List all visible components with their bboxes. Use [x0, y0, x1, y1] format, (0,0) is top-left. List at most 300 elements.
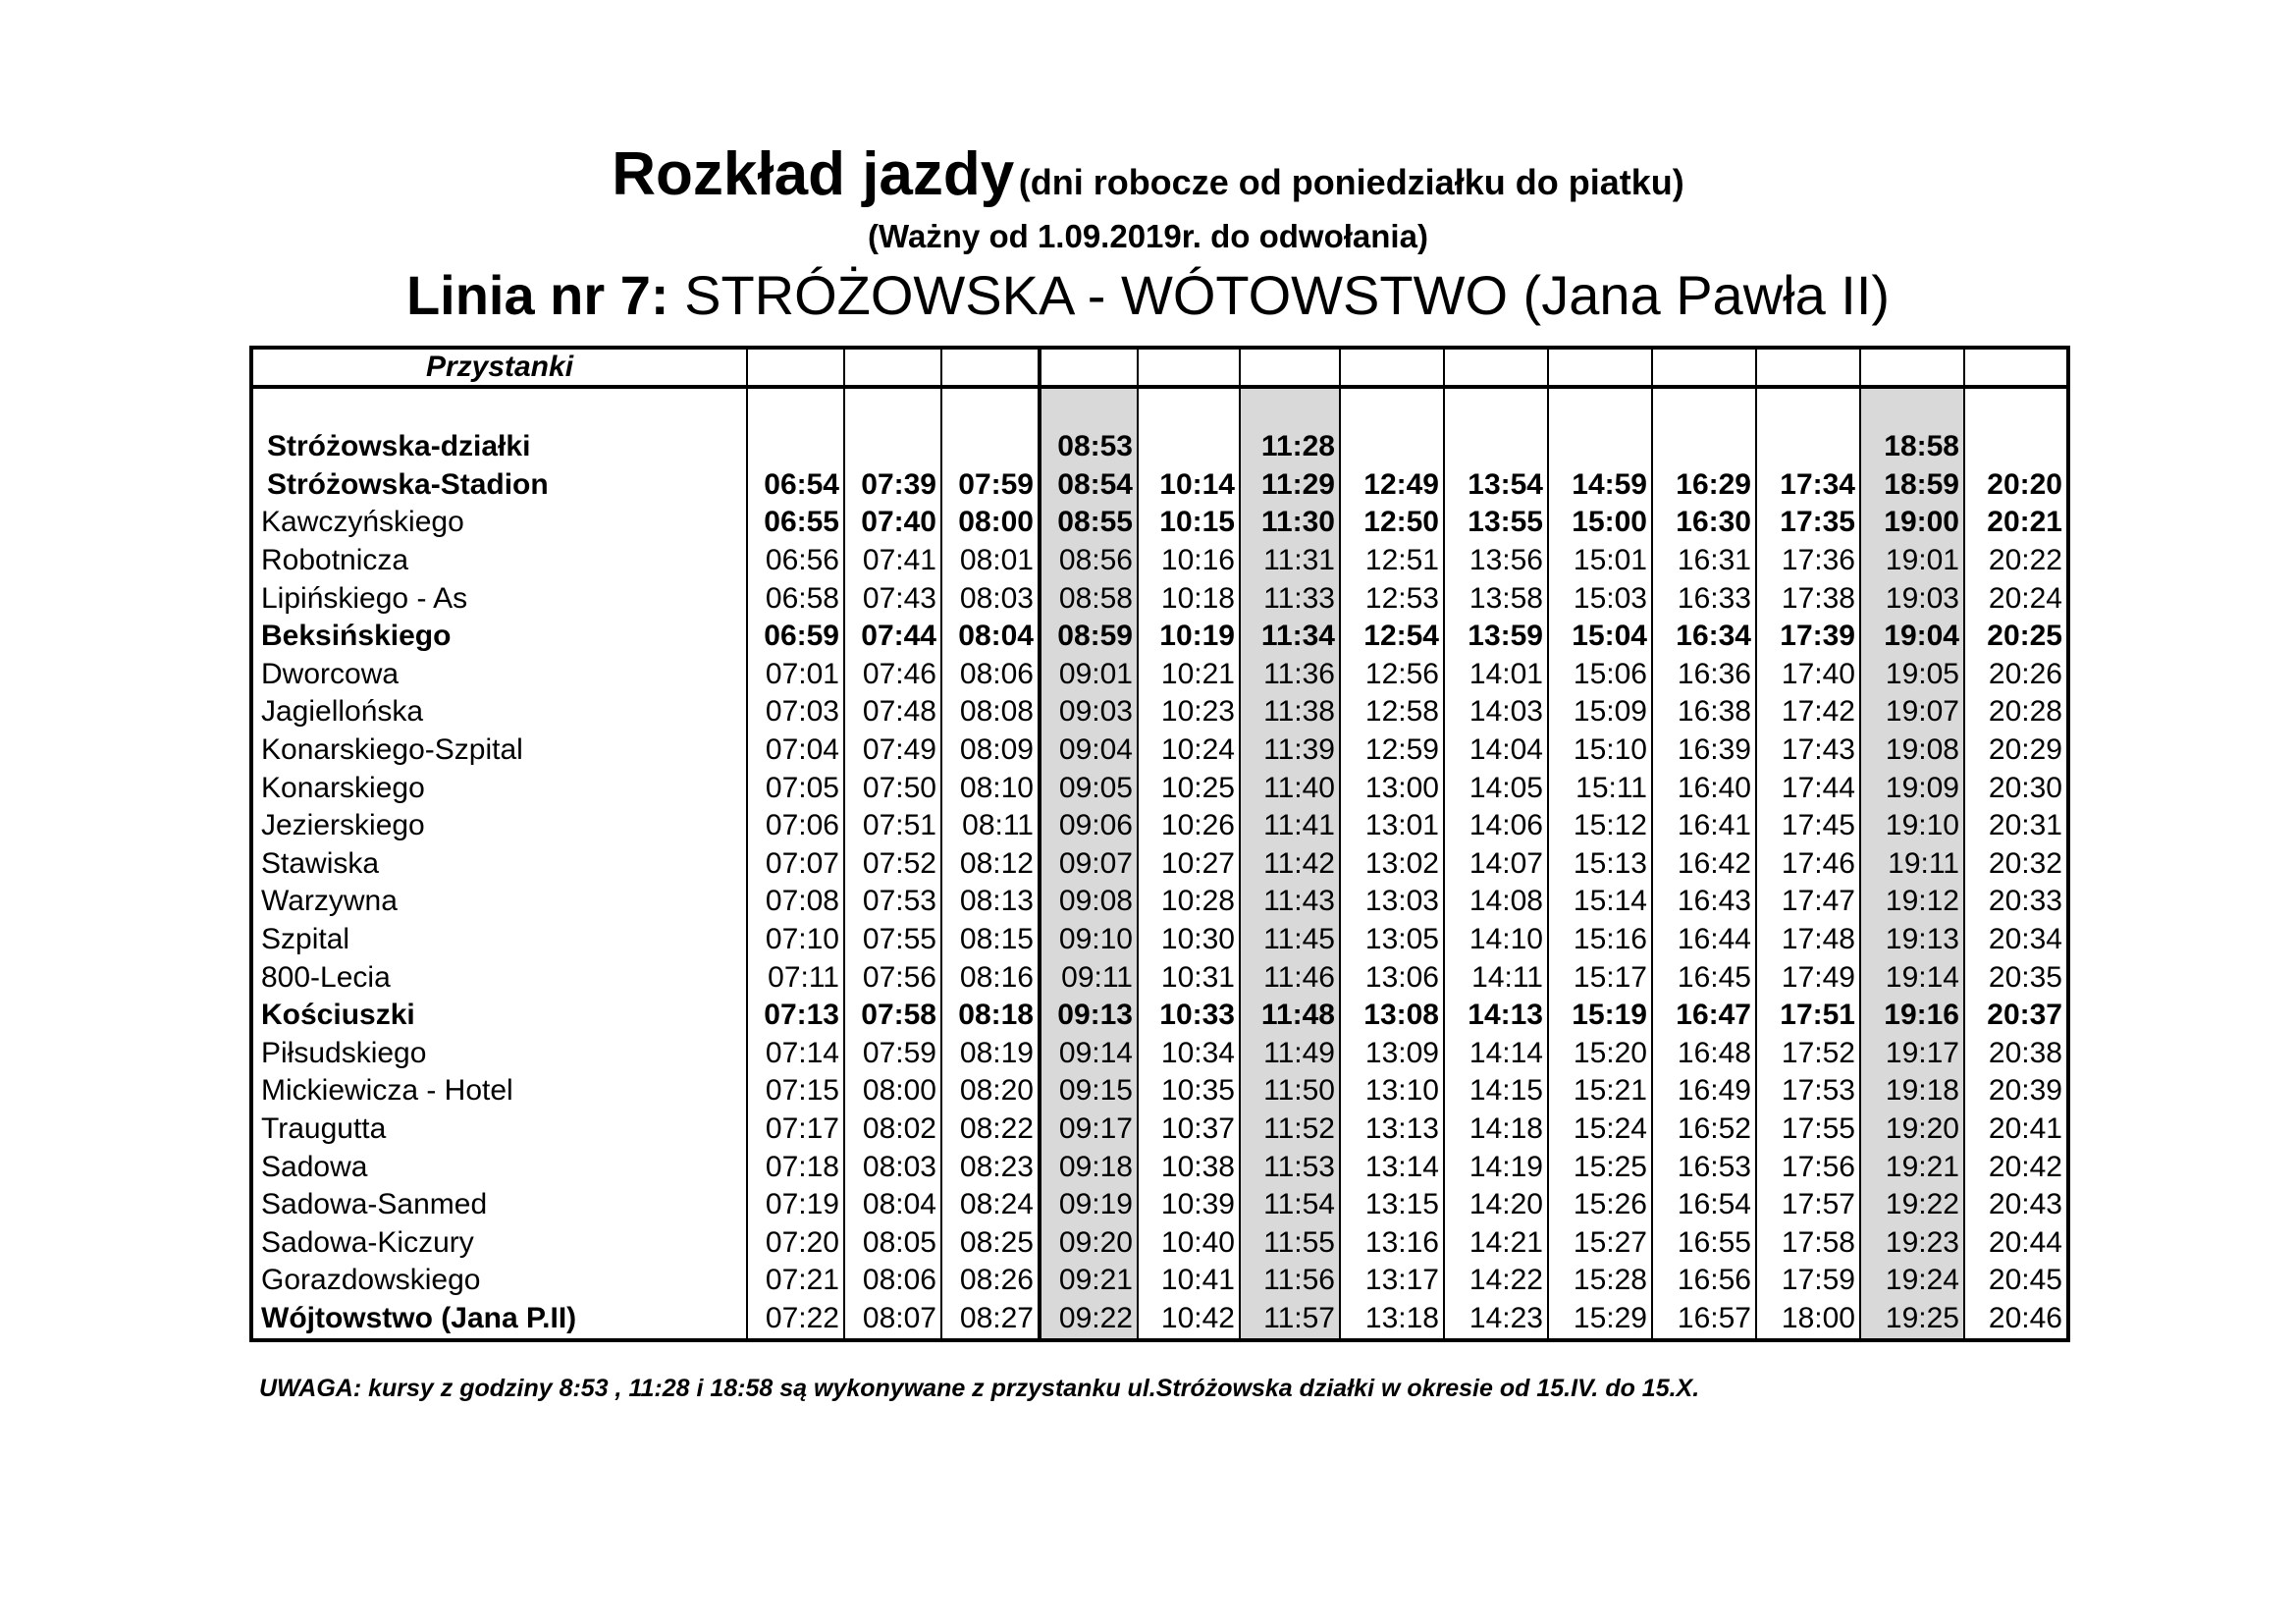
departure-time: 10:41 — [1138, 1262, 1240, 1300]
departure-time: 13:56 — [1444, 542, 1548, 580]
departure-time: 07:10 — [747, 921, 844, 959]
departure-time: 19:17 — [1860, 1035, 1964, 1073]
departure-time: 07:08 — [747, 883, 844, 921]
departure-time: 13:14 — [1340, 1148, 1444, 1186]
departure-time: 16:36 — [1652, 656, 1756, 694]
stop-name: Mickiewicza - Hotel — [261, 1074, 513, 1108]
spacer-row — [251, 387, 2068, 428]
departure-time: 15:13 — [1548, 845, 1652, 884]
table-row — [251, 693, 2068, 731]
departure-time: 20:42 — [1964, 1148, 2068, 1186]
departure-time: 17:36 — [1756, 542, 1860, 580]
departure-time: 13:13 — [1340, 1110, 1444, 1149]
departure-time: 07:46 — [844, 656, 941, 694]
departure-time: 19:11 — [1860, 845, 1964, 884]
header-cell — [1444, 348, 1548, 387]
header-row — [251, 348, 2068, 387]
stop-name: Stróżowska-działki — [267, 430, 531, 463]
departure-time: 17:52 — [1756, 1035, 1860, 1073]
stop-name: Sadowa — [261, 1150, 368, 1183]
departure-time: 19:03 — [1860, 579, 1964, 618]
departure-time: 12:53 — [1340, 579, 1444, 618]
departure-time: 13:54 — [1444, 466, 1548, 505]
stop-name: Dworcowa — [261, 657, 400, 690]
stop-name: Kościuszki — [261, 999, 415, 1032]
departure-time: 08:01 — [941, 542, 1040, 580]
departure-time: 11:49 — [1240, 1035, 1340, 1073]
departure-time: 07:06 — [747, 807, 844, 845]
departure-time — [1444, 428, 1548, 466]
departure-time: 10:26 — [1138, 807, 1240, 845]
departure-time: 16:39 — [1652, 731, 1756, 770]
departure-time: 08:59 — [1040, 618, 1138, 656]
departure-time: 15:16 — [1548, 921, 1652, 959]
departure-time: 16:55 — [1652, 1223, 1756, 1262]
departure-time: 10:31 — [1138, 958, 1240, 997]
departure-time: 07:48 — [844, 693, 941, 731]
departure-time: 09:13 — [1040, 997, 1138, 1035]
departure-time: 08:06 — [844, 1262, 941, 1300]
stop-name: Konarskiego-Szpital — [261, 733, 523, 767]
stop-name: Konarskiego — [261, 771, 425, 804]
spacer-cell — [1444, 387, 1548, 428]
departure-time: 20:38 — [1964, 1035, 2068, 1073]
table-row — [251, 466, 2068, 505]
departure-time: 17:56 — [1756, 1148, 1860, 1186]
departure-time: 16:31 — [1652, 542, 1756, 580]
table-row — [251, 1223, 2068, 1262]
departure-time: 16:49 — [1652, 1072, 1756, 1110]
departure-time: 08:12 — [941, 845, 1040, 884]
departure-time: 09:15 — [1040, 1072, 1138, 1110]
table-row — [251, 1110, 2068, 1149]
table-row — [251, 428, 2068, 466]
departure-time: 11:52 — [1240, 1110, 1340, 1149]
spacer-cell — [251, 387, 747, 428]
departure-time: 18:00 — [1756, 1300, 1860, 1340]
departure-time: 20:32 — [1964, 845, 2068, 884]
departure-time: 19:22 — [1860, 1186, 1964, 1224]
departure-time: 08:18 — [941, 997, 1040, 1035]
departure-time: 11:42 — [1240, 845, 1340, 884]
departure-time: 19:16 — [1860, 997, 1964, 1035]
departure-time: 06:58 — [747, 579, 844, 618]
departure-time: 17:59 — [1756, 1262, 1860, 1300]
departure-time: 20:44 — [1964, 1223, 2068, 1262]
departure-time — [1652, 428, 1756, 466]
departure-time: 06:55 — [747, 504, 844, 542]
departure-time: 15:25 — [1548, 1148, 1652, 1186]
departure-time: 14:01 — [1444, 656, 1548, 694]
departure-time: 08:56 — [1040, 542, 1138, 580]
table-row — [251, 921, 2068, 959]
stop-name: Sadowa-Sanmed — [261, 1188, 488, 1221]
departure-time: 20:41 — [1964, 1110, 2068, 1149]
departure-time: 08:23 — [941, 1148, 1040, 1186]
header-cell — [1860, 348, 1964, 387]
departure-time: 16:56 — [1652, 1262, 1756, 1300]
table-row — [251, 542, 2068, 580]
departure-time: 11:29 — [1240, 466, 1340, 505]
departure-time: 13:17 — [1340, 1262, 1444, 1300]
spacer-cell — [844, 387, 941, 428]
departure-time: 07:39 — [844, 466, 941, 505]
departure-time: 16:43 — [1652, 883, 1756, 921]
departure-time: 17:55 — [1756, 1110, 1860, 1149]
page-subtitle: (dni robocze od poniedziałku do piatku) — [1018, 162, 1684, 202]
table-row — [251, 807, 2068, 845]
departure-time: 15:26 — [1548, 1186, 1652, 1224]
departure-time: 16:48 — [1652, 1035, 1756, 1073]
departure-time: 11:33 — [1240, 579, 1340, 618]
stop-name: Stawiska — [261, 846, 380, 880]
departure-time: 19:23 — [1860, 1223, 1964, 1262]
spacer-cell — [1138, 387, 1240, 428]
departure-time: 10:40 — [1138, 1223, 1240, 1262]
departure-time: 15:20 — [1548, 1035, 1652, 1073]
spacer-cell — [1548, 387, 1652, 428]
departure-time: 13:02 — [1340, 845, 1444, 884]
departure-time: 15:06 — [1548, 656, 1652, 694]
departure-time: 07:55 — [844, 921, 941, 959]
departure-time: 17:43 — [1756, 731, 1860, 770]
departure-time: 10:15 — [1138, 504, 1240, 542]
departure-time: 10:25 — [1138, 769, 1240, 807]
departure-time: 17:39 — [1756, 618, 1860, 656]
departure-time: 11:36 — [1240, 656, 1340, 694]
stop-name: Traugutta — [261, 1111, 387, 1145]
table-row — [251, 997, 2068, 1035]
stop-name: Szpital — [261, 923, 350, 956]
departure-time: 19:01 — [1860, 542, 1964, 580]
departure-time: 09:04 — [1040, 731, 1138, 770]
departure-time: 09:10 — [1040, 921, 1138, 959]
table-row — [251, 1186, 2068, 1224]
departure-time: 13:05 — [1340, 921, 1444, 959]
stop-name: Warzywna — [261, 885, 398, 918]
departure-time: 08:58 — [1040, 579, 1138, 618]
departure-time: 14:03 — [1444, 693, 1548, 731]
departure-time: 09:05 — [1040, 769, 1138, 807]
departure-time: 07:18 — [747, 1148, 844, 1186]
departure-time: 17:46 — [1756, 845, 1860, 884]
departure-time: 09:07 — [1040, 845, 1138, 884]
departure-time: 07:17 — [747, 1110, 844, 1149]
spacer-cell — [1240, 387, 1340, 428]
departure-time: 08:00 — [941, 504, 1040, 542]
departure-time: 20:26 — [1964, 656, 2068, 694]
departure-time: 08:09 — [941, 731, 1040, 770]
departure-time: 13:15 — [1340, 1186, 1444, 1224]
departure-time: 07:22 — [747, 1300, 844, 1340]
departure-time: 10:27 — [1138, 845, 1240, 884]
departure-time: 07:43 — [844, 579, 941, 618]
departure-time: 07:53 — [844, 883, 941, 921]
departure-time: 19:05 — [1860, 656, 1964, 694]
departure-time: 08:54 — [1040, 466, 1138, 505]
departure-time: 20:25 — [1964, 618, 2068, 656]
stop-name: Robotnicza — [261, 544, 409, 577]
departure-time: 14:23 — [1444, 1300, 1548, 1340]
departure-time: 09:22 — [1040, 1300, 1138, 1340]
departure-time: 08:27 — [941, 1300, 1040, 1340]
departure-time: 10:19 — [1138, 618, 1240, 656]
validity-text: (Ważny od 1.09.2019r. do odwołania) — [868, 218, 1428, 254]
departure-time: 09:01 — [1040, 656, 1138, 694]
departure-time: 15:00 — [1548, 504, 1652, 542]
departure-time: 11:30 — [1240, 504, 1340, 542]
header-cell — [1548, 348, 1652, 387]
departure-time: 19:18 — [1860, 1072, 1964, 1110]
departure-time: 14:10 — [1444, 921, 1548, 959]
departure-time: 11:43 — [1240, 883, 1340, 921]
departure-time: 17:40 — [1756, 656, 1860, 694]
departure-time: 11:55 — [1240, 1223, 1340, 1262]
departure-time: 18:58 — [1860, 428, 1964, 466]
departure-time: 06:59 — [747, 618, 844, 656]
departure-time: 07:11 — [747, 958, 844, 997]
departure-time: 07:40 — [844, 504, 941, 542]
header-cell — [1240, 348, 1340, 387]
departure-time: 17:48 — [1756, 921, 1860, 959]
departure-time: 20:46 — [1964, 1300, 2068, 1340]
departure-time: 13:58 — [1444, 579, 1548, 618]
departure-time: 16:40 — [1652, 769, 1756, 807]
departure-time: 17:34 — [1756, 466, 1860, 505]
departure-time: 17:47 — [1756, 883, 1860, 921]
spacer-cell — [1756, 387, 1860, 428]
departure-time — [1964, 428, 2068, 466]
departure-time: 14:19 — [1444, 1148, 1548, 1186]
departure-time: 17:44 — [1756, 769, 1860, 807]
header-cell — [844, 348, 941, 387]
route-name: STRÓŻOWSKA - WÓTOWSTWO (Jana Pawła II) — [684, 264, 1891, 326]
departure-time: 20:24 — [1964, 579, 2068, 618]
departure-time: 08:24 — [941, 1186, 1040, 1224]
departure-time: 15:14 — [1548, 883, 1652, 921]
departure-time: 18:59 — [1860, 466, 1964, 505]
departure-time: 07:50 — [844, 769, 941, 807]
departure-time: 10:24 — [1138, 731, 1240, 770]
departure-time: 19:00 — [1860, 504, 1964, 542]
departure-time: 08:04 — [941, 618, 1040, 656]
departure-time — [844, 428, 941, 466]
departure-time: 19:10 — [1860, 807, 1964, 845]
table-row — [251, 656, 2068, 694]
departure-time: 19:25 — [1860, 1300, 1964, 1340]
departure-time: 10:23 — [1138, 693, 1240, 731]
departure-time: 20:43 — [1964, 1186, 2068, 1224]
departure-time — [1340, 428, 1444, 466]
departure-time: 15:01 — [1548, 542, 1652, 580]
departure-time: 08:03 — [844, 1148, 941, 1186]
departure-time: 09:20 — [1040, 1223, 1138, 1262]
departure-time: 14:18 — [1444, 1110, 1548, 1149]
departure-time: 11:50 — [1240, 1072, 1340, 1110]
spacer-cell — [1860, 387, 1964, 428]
departure-time: 09:11 — [1040, 958, 1138, 997]
departure-time: 11:48 — [1240, 997, 1340, 1035]
departure-time: 07:13 — [747, 997, 844, 1035]
departure-time: 10:28 — [1138, 883, 1240, 921]
stop-name: Lipińskiego - As — [261, 581, 468, 615]
departure-time: 19:08 — [1860, 731, 1964, 770]
spacer-cell — [1652, 387, 1756, 428]
departure-time: 15:11 — [1548, 769, 1652, 807]
departure-time: 07:59 — [844, 1035, 941, 1073]
departure-time: 10:14 — [1138, 466, 1240, 505]
departure-time: 14:14 — [1444, 1035, 1548, 1073]
departure-time: 20:21 — [1964, 504, 2068, 542]
footnote: UWAGA: kursy z godziny 8:53 , 11:28 i 18:58 są wykonywane z przystanku ul.Stróżowska działki w okresie od 15.IV. do 15.X. — [259, 1375, 1700, 1402]
departure-time: 20:31 — [1964, 807, 2068, 845]
departure-time: 10:37 — [1138, 1110, 1240, 1149]
departure-time: 20:22 — [1964, 542, 2068, 580]
departure-time: 10:30 — [1138, 921, 1240, 959]
departure-time: 07:07 — [747, 845, 844, 884]
line-number: Linia nr 7: — [405, 264, 669, 326]
departure-time: 08:13 — [941, 883, 1040, 921]
departure-time: 19:07 — [1860, 693, 1964, 731]
departure-time: 20:20 — [1964, 466, 2068, 505]
departure-time: 11:46 — [1240, 958, 1340, 997]
departure-time: 16:52 — [1652, 1110, 1756, 1149]
spacer-cell — [1964, 387, 2068, 428]
departure-time: 16:30 — [1652, 504, 1756, 542]
table-row — [251, 579, 2068, 618]
departure-time: 19:24 — [1860, 1262, 1964, 1300]
departure-time: 15:10 — [1548, 731, 1652, 770]
departure-time: 07:05 — [747, 769, 844, 807]
table-row — [251, 845, 2068, 884]
departure-time: 14:21 — [1444, 1223, 1548, 1262]
departure-time: 13:08 — [1340, 997, 1444, 1035]
departure-time: 07:19 — [747, 1186, 844, 1224]
departure-time: 08:00 — [844, 1072, 941, 1110]
departure-time: 11:38 — [1240, 693, 1340, 731]
spacer-cell — [1340, 387, 1444, 428]
departure-time: 19:14 — [1860, 958, 1964, 997]
departure-time: 08:07 — [844, 1300, 941, 1340]
departure-time: 08:55 — [1040, 504, 1138, 542]
departure-time: 07:59 — [941, 466, 1040, 505]
table-row — [251, 883, 2068, 921]
departure-time: 09:08 — [1040, 883, 1138, 921]
departure-time: 13:18 — [1340, 1300, 1444, 1340]
departure-time: 14:08 — [1444, 883, 1548, 921]
departure-time: 20:39 — [1964, 1072, 2068, 1110]
stop-name: Piłsudskiego — [261, 1036, 427, 1069]
departure-time: 09:18 — [1040, 1148, 1138, 1186]
departure-time: 12:56 — [1340, 656, 1444, 694]
departure-time: 12:59 — [1340, 731, 1444, 770]
departure-time: 12:51 — [1340, 542, 1444, 580]
departure-time: 12:58 — [1340, 693, 1444, 731]
departure-time: 08:25 — [941, 1223, 1040, 1262]
departure-time: 15:09 — [1548, 693, 1652, 731]
departure-time: 17:45 — [1756, 807, 1860, 845]
departure-time: 08:05 — [844, 1223, 941, 1262]
stop-name: Jezierskiego — [261, 809, 425, 842]
departure-time: 14:07 — [1444, 845, 1548, 884]
stop-name: Beksińskiego — [261, 620, 452, 653]
departure-time: 11:34 — [1240, 618, 1340, 656]
departure-time: 13:16 — [1340, 1223, 1444, 1262]
departure-time: 13:01 — [1340, 807, 1444, 845]
departure-time: 20:37 — [1964, 997, 2068, 1035]
route-title — [0, 263, 2296, 327]
departure-time: 07:51 — [844, 807, 941, 845]
departure-time: 08:04 — [844, 1186, 941, 1224]
header-stops-label: Przystanki — [251, 348, 747, 387]
departure-time: 14:15 — [1444, 1072, 1548, 1110]
departure-time: 17:53 — [1756, 1072, 1860, 1110]
departure-time — [1756, 428, 1860, 466]
departure-time: 11:45 — [1240, 921, 1340, 959]
departure-time: 19:09 — [1860, 769, 1964, 807]
departure-time: 07:52 — [844, 845, 941, 884]
departure-time: 13:00 — [1340, 769, 1444, 807]
table-row — [251, 958, 2068, 997]
departure-time: 17:57 — [1756, 1186, 1860, 1224]
departure-time: 09:19 — [1040, 1186, 1138, 1224]
departure-time: 11:39 — [1240, 731, 1340, 770]
departure-time: 12:54 — [1340, 618, 1444, 656]
departure-time: 14:04 — [1444, 731, 1548, 770]
departure-time: 08:53 — [1040, 428, 1138, 466]
departure-time: 16:54 — [1652, 1186, 1756, 1224]
departure-time: 09:17 — [1040, 1110, 1138, 1149]
departure-time: 16:34 — [1652, 618, 1756, 656]
departure-time: 08:02 — [844, 1110, 941, 1149]
departure-time: 15:17 — [1548, 958, 1652, 997]
departure-time: 07:01 — [747, 656, 844, 694]
departure-time: 15:12 — [1548, 807, 1652, 845]
departure-time — [1548, 428, 1652, 466]
departure-time: 10:21 — [1138, 656, 1240, 694]
departure-time: 07:44 — [844, 618, 941, 656]
departure-time: 11:53 — [1240, 1148, 1340, 1186]
departure-time: 20:33 — [1964, 883, 2068, 921]
header-cell — [1964, 348, 2068, 387]
departure-time: 10:39 — [1138, 1186, 1240, 1224]
departure-time: 12:49 — [1340, 466, 1444, 505]
departure-time — [1138, 428, 1240, 466]
header-cell — [747, 348, 844, 387]
departure-time: 11:40 — [1240, 769, 1340, 807]
departure-time: 17:38 — [1756, 579, 1860, 618]
departure-time: 15:03 — [1548, 579, 1652, 618]
table-row — [251, 1035, 2068, 1073]
departure-time: 20:28 — [1964, 693, 2068, 731]
header-cell — [1040, 348, 1138, 387]
spacer-cell — [1040, 387, 1138, 428]
departure-time: 08:06 — [941, 656, 1040, 694]
departure-time: 08:19 — [941, 1035, 1040, 1073]
title-line — [0, 139, 2296, 209]
departure-time: 16:42 — [1652, 845, 1756, 884]
departure-time: 10:38 — [1138, 1148, 1240, 1186]
departure-time: 10:33 — [1138, 997, 1240, 1035]
departure-time: 19:20 — [1860, 1110, 1964, 1149]
header-cell — [1138, 348, 1240, 387]
departure-time: 19:21 — [1860, 1148, 1964, 1186]
departure-time: 08:22 — [941, 1110, 1040, 1149]
header-cell — [1340, 348, 1444, 387]
departure-time: 15:19 — [1548, 997, 1652, 1035]
table-row — [251, 769, 2068, 807]
departure-time: 15:27 — [1548, 1223, 1652, 1262]
